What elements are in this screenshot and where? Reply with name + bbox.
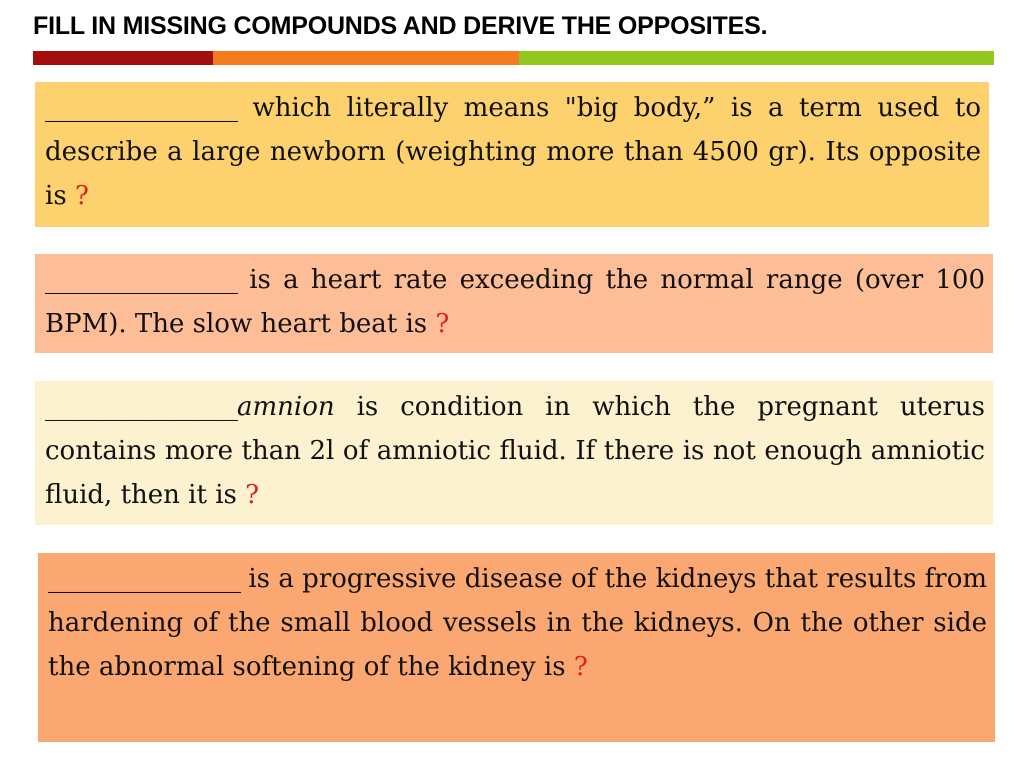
answer-blank[interactable]: ________________ xyxy=(45,93,237,123)
question-box-1 xyxy=(35,82,989,227)
answer-blank[interactable]: ________________ xyxy=(48,564,240,594)
question-mark: ? xyxy=(435,309,450,339)
slide-title: FILL IN MISSING COMPOUNDS AND DERIVE THE OPPOSITES. xyxy=(33,12,768,40)
italic-term: amnion xyxy=(237,392,335,422)
question-box-4 xyxy=(38,553,995,742)
question-text: is a heart rate exceeding the normal range (over 100 BPM). The slow heart beat is xyxy=(45,265,985,339)
answer-blank[interactable]: ________________ xyxy=(45,265,237,295)
title-bar-segment-dark-red xyxy=(33,51,213,65)
question-box-3 xyxy=(35,381,993,525)
question-mark: ? xyxy=(245,480,260,510)
question-mark: ? xyxy=(74,181,89,211)
title-underline-bar xyxy=(33,51,994,65)
question-mark: ? xyxy=(573,652,588,682)
question-text: is condition in which the pregnant uterus contains more than 2l of amniotic fluid. If there is not enough amniotic fluid, then it is xyxy=(45,392,985,510)
question-box-2 xyxy=(35,254,993,353)
answer-blank[interactable]: ________________ xyxy=(45,392,237,422)
title-bar-segment-orange xyxy=(213,51,519,65)
title-bar-segment-green xyxy=(519,51,994,65)
question-text: which literally means "big body,” is a term used to describe a large newborn (weighting more than 4500 gr). Its opposite is xyxy=(45,93,981,211)
question-text: is a progressive disease of the kidneys that results from hardening of the small blood vessels in the kidneys. On the other side the abnormal softening of the kidney is xyxy=(48,564,987,682)
